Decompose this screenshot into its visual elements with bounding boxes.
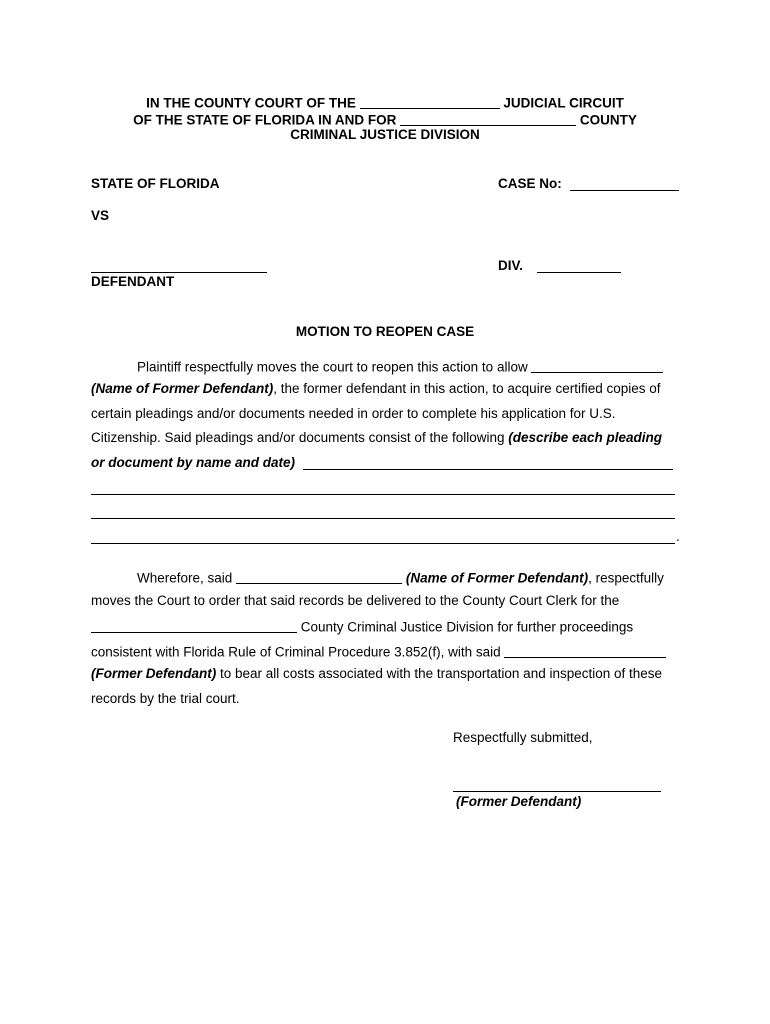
plaintiff-name: STATE OF FLORIDA bbox=[91, 176, 220, 191]
pleadings-blank-4[interactable] bbox=[91, 543, 675, 544]
pleadings-blank-1[interactable] bbox=[303, 469, 673, 470]
header-text: JUDICIAL CIRCUIT bbox=[503, 95, 624, 111]
former-defendant-blank-3[interactable] bbox=[504, 643, 666, 658]
header-text: IN THE COUNTY COURT OF THE bbox=[146, 95, 356, 111]
para1-line-3: certain pleadings and/or documents needed in order to complete his application for U.S. bbox=[91, 406, 616, 421]
para1-line-1 bbox=[137, 357, 663, 375]
para1-text: Plaintiff respectfully moves the court to reopen this action to allow bbox=[137, 359, 528, 375]
county-blank[interactable] bbox=[400, 111, 576, 126]
para1-italic-text: (Name of Former Defendant) bbox=[91, 381, 274, 396]
para1-italic-text: (describe each pleading bbox=[508, 430, 663, 445]
para2-text: County Criminal Justice Division for further proceedings bbox=[300, 619, 634, 635]
para1-line-4 bbox=[91, 430, 662, 445]
para2-line-4 bbox=[91, 642, 666, 660]
end-period: . bbox=[676, 529, 680, 544]
court-header-line-1 bbox=[0, 93, 770, 111]
para1-text: Citizenship. Said pleadings and/or documents consist of the following bbox=[91, 430, 509, 445]
para2-text: to bear all costs associated with the transportation and inspection of these bbox=[216, 666, 663, 681]
division-label: DIV. bbox=[498, 258, 524, 273]
motion-title: MOTION TO REOPEN CASE bbox=[295, 324, 475, 339]
para2-line-3 bbox=[91, 617, 633, 635]
case-number-label: CASE No: bbox=[498, 176, 562, 191]
para2-line-1 bbox=[137, 568, 664, 586]
para1-italic-text: or document by name and date) bbox=[91, 455, 296, 470]
header-text: OF THE STATE OF FLORIDA IN AND FOR bbox=[133, 112, 397, 128]
para1-line-2 bbox=[91, 381, 661, 396]
para2-line-6: records by the trial court. bbox=[91, 691, 240, 706]
defendant-label: DEFENDANT bbox=[91, 274, 175, 289]
header-text: COUNTY bbox=[579, 112, 637, 128]
para1-line-5 bbox=[91, 455, 295, 470]
court-header-line-3: CRIMINAL JUSTICE DIVISION bbox=[290, 127, 480, 142]
para2-line-5 bbox=[91, 666, 662, 681]
para2-text: consistent with Florida Rule of Criminal Procedure 3.852(f), with said bbox=[91, 644, 501, 660]
versus-label: VS bbox=[91, 208, 110, 223]
para1-text: , the former defendant in this action, to acquire certified copies of bbox=[273, 381, 661, 396]
para2-line-2: moves the Court to order that said records be delivered to the County Court Clerk for the bbox=[91, 593, 620, 608]
former-defendant-blank-2[interactable] bbox=[236, 569, 402, 584]
signature-line[interactable] bbox=[453, 791, 661, 792]
division-blank[interactable] bbox=[537, 272, 621, 273]
pleadings-blank-2[interactable] bbox=[91, 494, 675, 495]
para2-text: , respectfully bbox=[588, 570, 664, 586]
para2-italic-text: (Former Defendant) bbox=[91, 666, 217, 681]
case-number-blank[interactable] bbox=[570, 190, 679, 191]
para2-italic-text: (Name of Former Defendant) bbox=[405, 570, 589, 586]
former-defendant-blank-1[interactable] bbox=[531, 358, 663, 373]
circuit-blank[interactable] bbox=[360, 94, 500, 109]
defendant-name-blank[interactable] bbox=[91, 272, 267, 273]
pleadings-blank-3[interactable] bbox=[91, 518, 675, 519]
para2-text: Wherefore, said bbox=[137, 570, 233, 586]
closing-text: Respectfully submitted, bbox=[453, 730, 593, 745]
court-header-line-2 bbox=[0, 110, 770, 128]
signature-name-label: (Former Defendant) bbox=[456, 794, 582, 809]
county-name-blank[interactable] bbox=[91, 618, 297, 633]
